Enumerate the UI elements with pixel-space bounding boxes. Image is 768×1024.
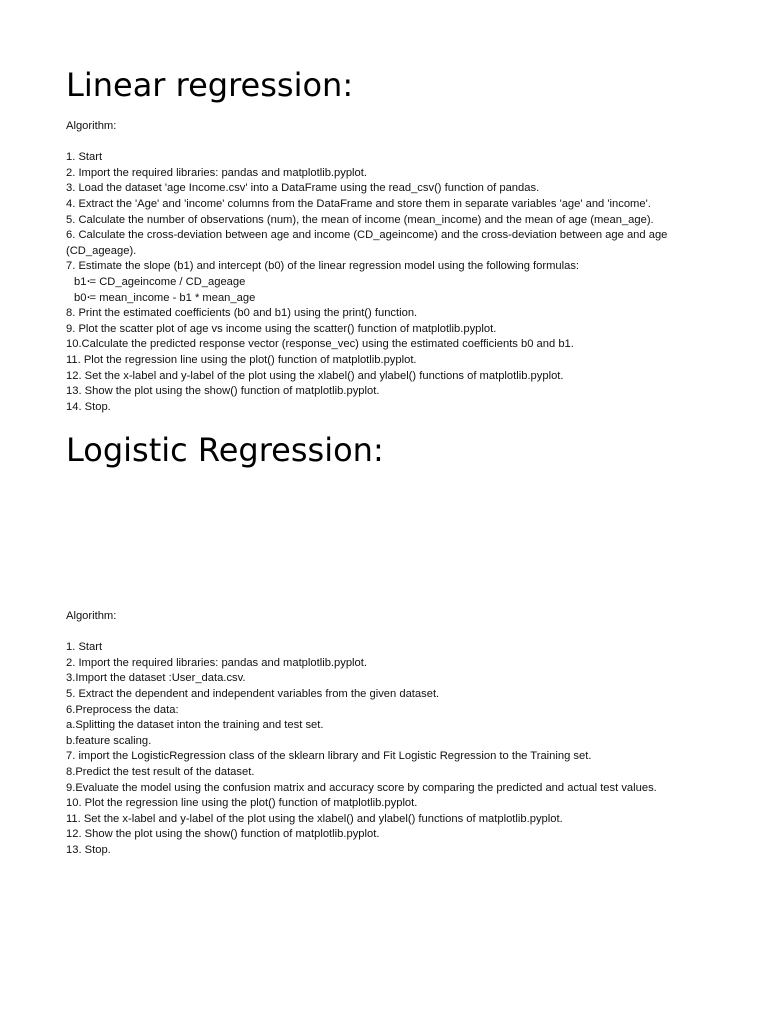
linear-regression-section xyxy=(66,119,706,415)
list-item: 5. Extract the dependent and independent variables from the given dataset. xyxy=(66,687,440,700)
linear-algorithm-label: Algorithm: xyxy=(66,120,117,132)
linear-steps-list xyxy=(66,150,706,415)
list-item: 13. Stop. xyxy=(66,843,111,856)
list-item: 4. Extract the 'Age' and 'income' columns from the DataFrame and store them in separate variables 'age' and 'income'. xyxy=(66,197,651,210)
list-item: 10. Plot the regression line using the plot() function of matplotlib.pyplot. xyxy=(66,797,418,810)
list-item: 11. Plot the regression line using the plot() function of matplotlib.pyplot. xyxy=(66,353,417,366)
list-item: 2. Import the required libraries: pandas and matplotlib.pyplot. xyxy=(66,656,367,669)
list-item: 7. Estimate the slope (b1) and intercept (b0) of the linear regression model using the following formulas: xyxy=(66,260,580,273)
list-item: 12. Set the x-label and y-label of the plot using the xlabel() and ylabel() functions of matplotlib.pyplot. xyxy=(66,369,564,382)
sub-item: a.Splitting the dataset inton the training and test set. xyxy=(66,719,324,732)
bullet-text: b0 = mean_income - b1 * mean_age xyxy=(74,291,256,304)
bullet-text: b1 = CD_ageincome / CD_ageage xyxy=(74,275,246,288)
list-item: 7. import the LogisticRegression class of the sklearn library and Fit Logistic Regression to the Training set. xyxy=(66,750,592,763)
list-item: 3. Load the dataset 'age Income.csv' into a DataFrame using the read_csv() function of pandas. xyxy=(66,182,540,195)
list-item: 9. Plot the scatter plot of age vs income using the scatter() function of matplotlib.pyplot. xyxy=(66,322,497,335)
list-item: 14. Stop. xyxy=(66,400,111,413)
list-item: 8.Predict the test result of the dataset. xyxy=(66,765,255,778)
list-item: 8. Print the estimated coefficients (b0 and b1) using the print() function. xyxy=(66,307,418,320)
list-item: 12. Show the plot using the show() function of matplotlib.pyplot. xyxy=(66,828,380,841)
list-item: 1. Start xyxy=(66,641,103,654)
logistic-regression-section xyxy=(66,609,706,859)
list-item: 1. Start xyxy=(66,151,103,164)
list-item: 10.Calculate the predicted response vector (response_vec) using the estimated coefficients b0 and b1. xyxy=(66,338,574,351)
list-item: 11. Set the x-label and y-label of the plot using the xlabel() and ylabel() functions of matplotlib.pyplot. xyxy=(66,812,563,825)
bullet-item xyxy=(66,291,706,307)
list-item: 6. Calculate the cross-deviation between age and income (CD_ageincome) and the cross-deviation between age and age (CD_ageage). xyxy=(66,229,668,257)
linear-regression-heading: Linear regression: xyxy=(66,66,354,104)
bullet-item xyxy=(66,275,706,291)
list-item: 13. Show the plot using the show() function of matplotlib.pyplot. xyxy=(66,385,380,398)
list-item: 5. Calculate the number of observations (num), the mean of income (mean_income) and the mean of age (mean_age). xyxy=(66,213,654,226)
logistic-algorithm-label: Algorithm: xyxy=(66,610,117,622)
list-item: 2. Import the required libraries: pandas and matplotlib.pyplot. xyxy=(66,166,367,179)
logistic-regression-heading: Logistic Regression: xyxy=(66,431,384,469)
sub-item: b.feature scaling. xyxy=(66,734,152,747)
list-item: 9.Evaluate the model using the confusion matrix and accuracy score by comparing the predicted and actual test values. xyxy=(66,781,657,794)
logistic-steps-list xyxy=(66,640,706,858)
list-item: 3.Import the dataset :User_data.csv. xyxy=(66,672,246,685)
list-item: 6.Preprocess the data: xyxy=(66,703,179,716)
